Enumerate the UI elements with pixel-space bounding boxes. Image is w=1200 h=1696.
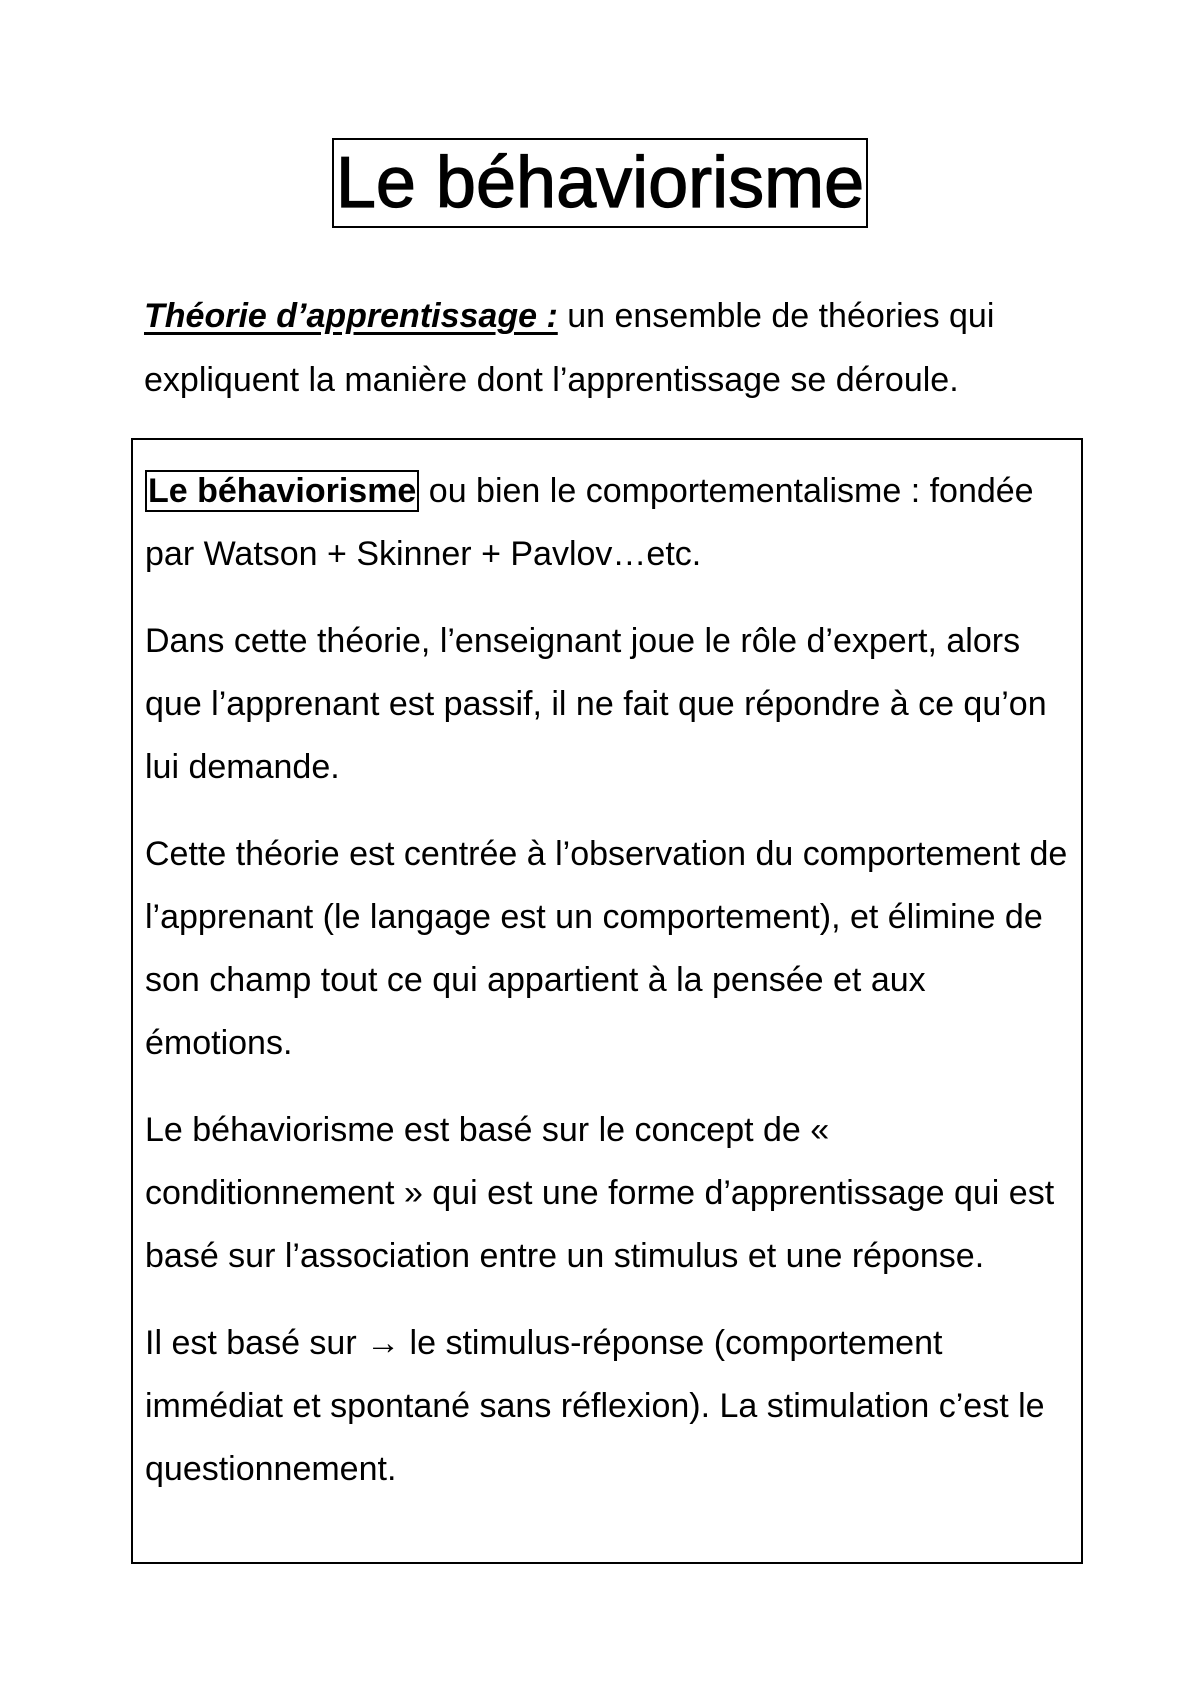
intro-paragraph (145, 460, 1075, 586)
paragraph-4: Il est basé sur → le stimulus-réponse (comportement immédiat et spontané sans réflexion). La stimulation c’est le questionnement. (145, 1324, 1045, 1488)
paragraph-2: Cette théorie est centrée à l’observation du comportement de l’apprenant (le langage est un comportement), et élimine de son champ tout ce qui appartient à la pensée et aux émotions. (145, 835, 1068, 1062)
paragraph-3: Le béhaviorisme est basé sur le concept de « conditionnement » qui est une forme d’apprentissage qui est basé sur l’association entre un stimulus et une réponse. (145, 1111, 1055, 1275)
paragraph-1: Dans cette théorie, l’enseignant joue le rôle d’expert, alors que l’apprenant est passif, il ne fait que répondre à ce qu’on lui demande. (145, 622, 1047, 786)
content-box (131, 438, 1083, 1564)
content-box-body (145, 460, 1075, 1525)
intro-text: ou bien le comportementalisme : fondée par Watson + Skinner + Pavlov…etc. (145, 472, 1034, 573)
definition-paragraph (144, 284, 1084, 412)
intro-term: Le béhaviorisme (145, 470, 419, 512)
definition-text: un ensemble de théories qui expliquent la manière dont l’apprentissage se déroule. (144, 297, 995, 399)
title-container (0, 138, 1200, 228)
definition-term: Théorie d’apprentissage : (144, 297, 558, 335)
page-title: Le béhaviorisme (332, 138, 868, 228)
